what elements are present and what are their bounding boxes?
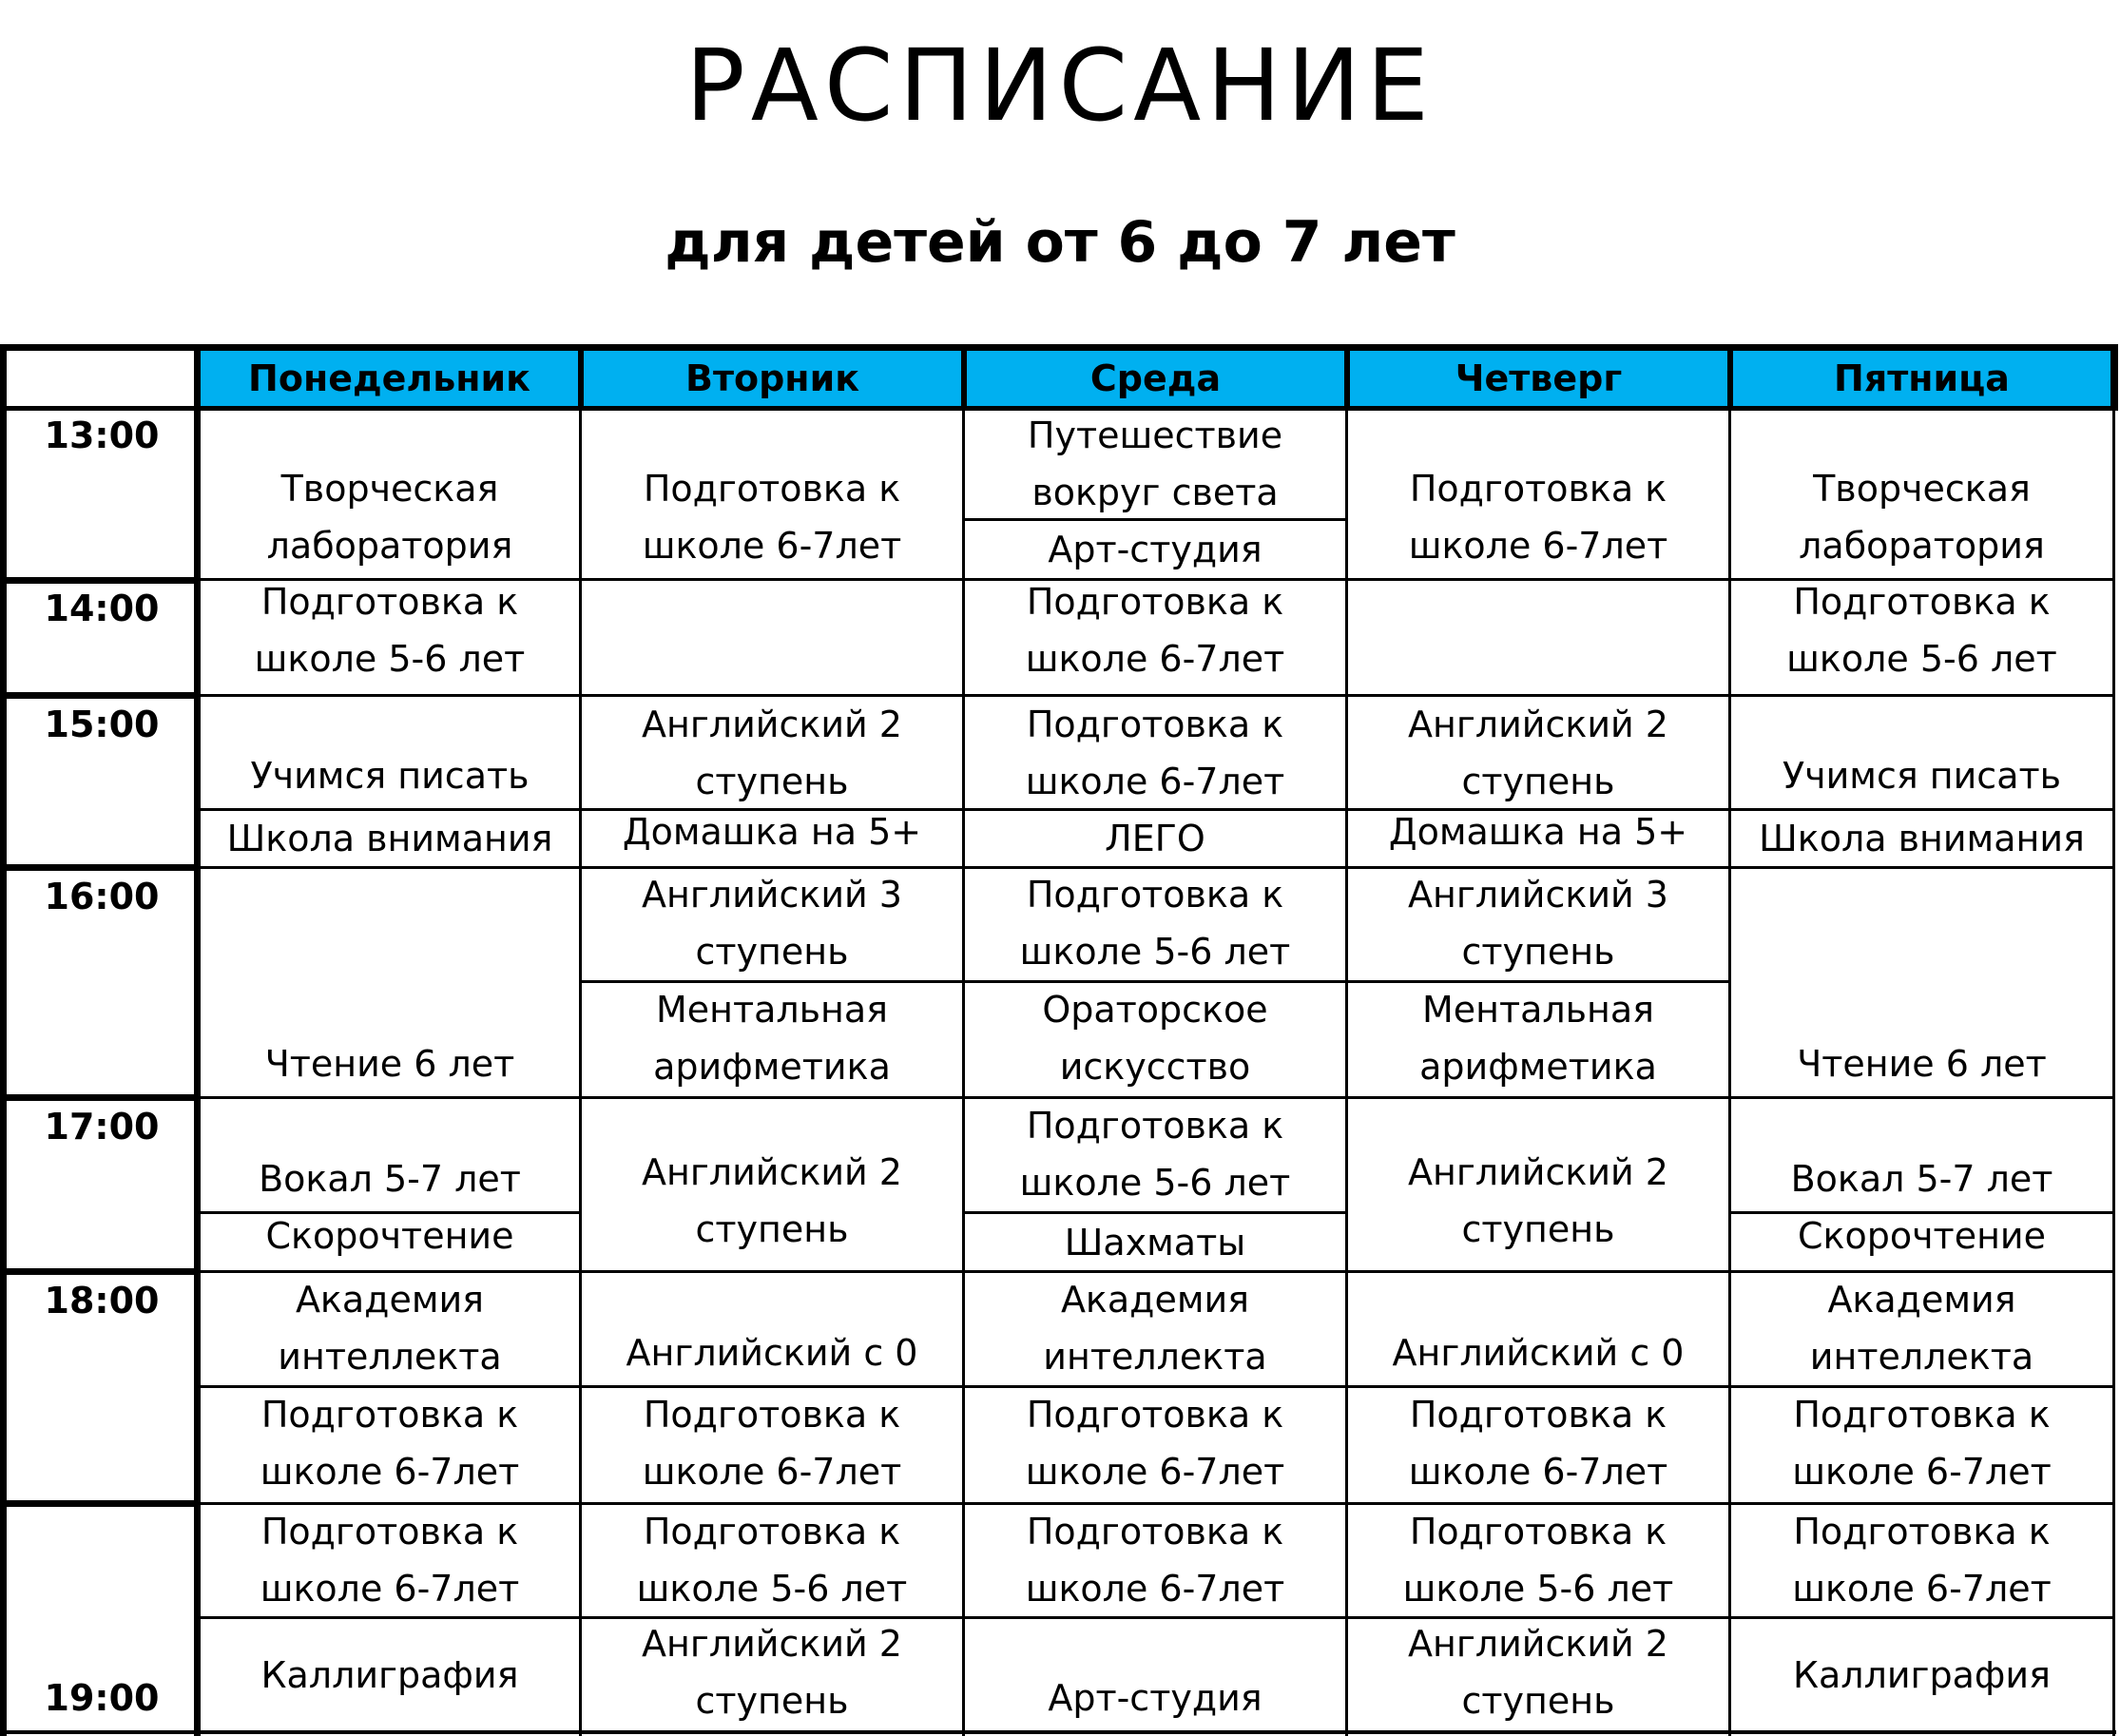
time-col-right xyxy=(194,344,201,1736)
header-tuesday: Вторник xyxy=(584,351,961,406)
cell-mon-1900b: Каллиграфия xyxy=(260,1653,519,1696)
cell-tue-1500b: Домашка на 5+ xyxy=(622,811,922,853)
cell-thu-1800a: Английский с 0 xyxy=(1392,1332,1685,1374)
cell-thu-1300: Подготовка к школе 6-7лет xyxy=(1408,468,1668,567)
cell-fri-1700b: Скорочтение xyxy=(1798,1215,2046,1257)
header-thursday: Четверг xyxy=(1350,351,1727,406)
cell-fri-1900b: Каллиграфия xyxy=(1793,1653,2051,1696)
page-title: РАСПИСАНИЕ xyxy=(685,28,1435,144)
row-sep-1500-time xyxy=(0,692,201,699)
col-sep-3-h xyxy=(1344,344,1350,411)
frame-top xyxy=(0,344,2118,351)
row-sep-1900-time xyxy=(0,1500,201,1507)
header-friday: Пятница xyxy=(1733,351,2110,406)
cell-tue-1900b: Английский 2 ступень xyxy=(642,1622,902,1722)
col-sep-4-h xyxy=(1727,344,1733,411)
cell-fri-1500a: Учимся писать xyxy=(1782,755,2062,797)
time-1500: 15:00 xyxy=(44,704,160,745)
cell-tue-1300: Подготовка к школе 6-7лет xyxy=(642,468,902,567)
cell-mon-1600: Чтение 6 лет xyxy=(264,1043,515,1085)
time-1300: 13:00 xyxy=(44,415,160,456)
cell-fri-1300: Творческая лаборатория xyxy=(1799,468,2045,567)
header-monday: Понедельник xyxy=(201,351,578,406)
cell-tue-1800a: Английский с 0 xyxy=(626,1332,918,1374)
cell-fri-1700a: Вокал 5-7 лет xyxy=(1790,1158,2053,1200)
cell-fri-1800b: Подготовка к школе 6-7лет xyxy=(1792,1393,2052,1493)
time-1600: 16:00 xyxy=(44,876,160,917)
frame-right xyxy=(2110,344,2118,411)
cell-wed-1700b: Шахматы xyxy=(1064,1221,1246,1263)
cell-wed-1700a: Подготовка к школе 5-6 лет xyxy=(1019,1104,1291,1204)
cell-fri-1600: Чтение 6 лет xyxy=(1797,1043,2047,1085)
time-1400: 14:00 xyxy=(44,588,160,629)
cell-tue-1500a: Английский 2 ступень xyxy=(642,703,902,802)
row-sep-1800-time xyxy=(0,1268,201,1275)
cell-tue-1900a: Подготовка к школе 5-6 лет xyxy=(636,1510,908,1610)
cell-thu-1500b: Домашка на 5+ xyxy=(1388,811,1688,853)
time-1900: 19:00 xyxy=(44,1677,160,1719)
time-1700: 17:00 xyxy=(44,1106,160,1148)
cell-mon-1500a: Учимся писать xyxy=(250,755,530,797)
frame-left xyxy=(0,344,7,1736)
cell-tue-1800b: Подготовка к школе 6-7лет xyxy=(642,1393,902,1493)
cell-wed-1300a: Путешествие вокруг света xyxy=(1027,414,1283,513)
cell-fri-1800a: Академия интеллекта xyxy=(1809,1279,2034,1378)
cell-thu-1700: Английский 2 ступень xyxy=(1408,1151,1668,1250)
cell-tue-1600b: Ментальная арифметика xyxy=(653,988,891,1088)
cell-wed-1800a: Академия интеллекта xyxy=(1043,1279,1267,1378)
cell-wed-1900a: Подготовка к школе 6-7лет xyxy=(1025,1510,1285,1610)
row-sep-1700-time xyxy=(0,1094,201,1101)
cell-fri-1900a: Подготовка к школе 6-7лет xyxy=(1792,1510,2052,1610)
cell-tue-1700: Английский 2 ступень xyxy=(642,1151,902,1250)
cell-thu-1500a: Английский 2 ступень xyxy=(1408,703,1668,802)
cell-mon-1300: Творческая лаборатория xyxy=(266,468,513,567)
page-subtitle: для детей от 6 до 7 лет xyxy=(665,209,1455,276)
cell-wed-1500a: Подготовка к школе 6-7лет xyxy=(1025,703,1285,802)
cell-mon-1800a: Академия интеллекта xyxy=(278,1279,502,1378)
cell-thu-1600b: Ментальная арифметика xyxy=(1419,988,1657,1088)
cell-wed-1500b: ЛЕГО xyxy=(1105,818,1205,859)
cell-mon-1800b: Подготовка к школе 6-7лет xyxy=(260,1393,520,1493)
cell-wed-1400: Подготовка к школе 6-7лет xyxy=(1025,581,1285,680)
cell-wed-1600a: Подготовка к школе 5-6 лет xyxy=(1019,874,1291,973)
col-sep-1-h xyxy=(578,344,584,411)
cell-thu-1600a: Английский 3 ступень xyxy=(1408,874,1668,973)
frame-bottom xyxy=(0,1730,2116,1734)
cell-wed-1800b: Подготовка к школе 6-7лет xyxy=(1025,1393,1285,1493)
cell-thu-1800b: Подготовка к школе 6-7лет xyxy=(1408,1393,1668,1493)
cell-mon-1900a: Подготовка к школе 6-7лет xyxy=(260,1510,520,1610)
cell-thu-1900b: Английский 2 ступень xyxy=(1408,1622,1668,1722)
row-sep-1600-time xyxy=(0,864,201,871)
cell-tue-1600a: Английский 3 ступень xyxy=(642,874,902,973)
cell-fri-1400: Подготовка к школе 5-6 лет xyxy=(1786,581,2057,680)
cell-mon-1700b: Скорочтение xyxy=(265,1215,514,1257)
frame-right-thin xyxy=(2112,406,2115,1736)
cell-wed-1900b: Арт-студия xyxy=(1048,1677,1262,1719)
cell-wed-1600b: Ораторское искусство xyxy=(1042,988,1268,1088)
cell-wed-1300b: Арт-студия xyxy=(1048,529,1262,570)
cell-fri-1500b: Школа внимания xyxy=(1759,818,2085,859)
cell-mon-1400: Подготовка к школе 5-6 лет xyxy=(254,581,526,680)
cell-mon-1700a: Вокал 5-7 лет xyxy=(259,1158,521,1200)
header-wednesday: Среда xyxy=(967,351,1344,406)
col-sep-2-h xyxy=(961,344,967,411)
row-sep-1400-time xyxy=(0,577,201,584)
time-1800: 18:00 xyxy=(44,1280,160,1321)
cell-thu-1900a: Подготовка к школе 5-6 лет xyxy=(1402,1510,1674,1610)
cell-mon-1500b: Школа внимания xyxy=(226,818,553,859)
